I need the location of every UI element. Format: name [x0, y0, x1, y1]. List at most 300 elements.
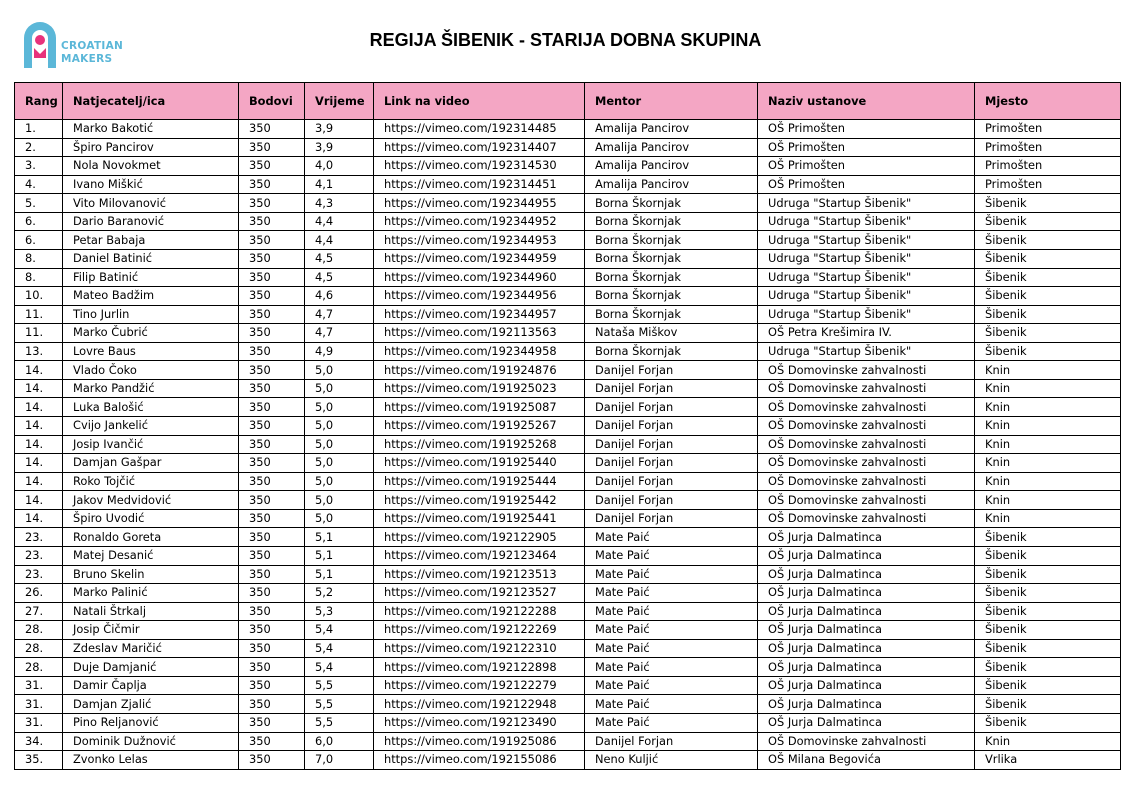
cell-time: 5,4	[305, 639, 374, 658]
cell-video-link[interactable]: https://vimeo.com/192344952	[374, 212, 585, 231]
cell-video-link[interactable]: https://vimeo.com/192344955	[374, 194, 585, 213]
table-row	[15, 417, 1121, 436]
cell-points: 350	[239, 379, 305, 398]
table-row	[15, 676, 1121, 695]
cell-rank: 14.	[15, 491, 63, 510]
cell-points: 350	[239, 528, 305, 547]
cell-contestant: Zvonko Lelas	[63, 751, 239, 770]
cell-video-link[interactable]: https://vimeo.com/191925023	[374, 379, 585, 398]
cell-time: 6,0	[305, 732, 374, 751]
cell-rank: 28.	[15, 658, 63, 677]
cell-contestant: Josip Ivančić	[63, 435, 239, 454]
cell-contestant: Filip Batinić	[63, 268, 239, 287]
cell-institution: OŠ Domovinske zahvalnosti	[758, 417, 975, 436]
cell-institution: OŠ Domovinske zahvalnosti	[758, 454, 975, 473]
cell-rank: 34.	[15, 732, 63, 751]
cell-points: 350	[239, 120, 305, 139]
cell-points: 350	[239, 732, 305, 751]
cell-points: 350	[239, 361, 305, 380]
cell-location: Primošten	[975, 138, 1121, 157]
cell-rank: 10.	[15, 287, 63, 306]
cell-location: Šibenik	[975, 249, 1121, 268]
cell-video-link[interactable]: https://vimeo.com/191925444	[374, 472, 585, 491]
cell-points: 350	[239, 546, 305, 565]
cell-mentor: Amalija Pancirov	[585, 157, 758, 176]
cell-points: 350	[239, 565, 305, 584]
table-row	[15, 509, 1121, 528]
table-row	[15, 268, 1121, 287]
cell-institution: OŠ Domovinske zahvalnosti	[758, 509, 975, 528]
cell-contestant: Ronaldo Goreta	[63, 528, 239, 547]
cell-mentor: Mate Paić	[585, 602, 758, 621]
cell-video-link[interactable]: https://vimeo.com/191925440	[374, 454, 585, 473]
cell-points: 350	[239, 138, 305, 157]
cell-location: Šibenik	[975, 212, 1121, 231]
cell-location: Šibenik	[975, 194, 1121, 213]
cell-rank: 31.	[15, 695, 63, 714]
cell-contestant: Špiro Pancirov	[63, 138, 239, 157]
cell-location: Šibenik	[975, 287, 1121, 306]
cell-time: 5,4	[305, 621, 374, 640]
cell-institution: OŠ Domovinske zahvalnosti	[758, 398, 975, 417]
cell-time: 3,9	[305, 138, 374, 157]
cell-location: Šibenik	[975, 621, 1121, 640]
cell-mentor: Borna Škornjak	[585, 342, 758, 361]
cell-mentor: Danijel Forjan	[585, 509, 758, 528]
cell-institution: Udruga "Startup Šibenik"	[758, 194, 975, 213]
cell-time: 4,4	[305, 212, 374, 231]
cell-video-link[interactable]: https://vimeo.com/192122898	[374, 658, 585, 677]
table-row	[15, 175, 1121, 194]
cell-location: Šibenik	[975, 528, 1121, 547]
cell-location: Knin	[975, 509, 1121, 528]
cell-contestant: Tino Jurlin	[63, 305, 239, 324]
cell-video-link[interactable]: https://vimeo.com/192155086	[374, 751, 585, 770]
cell-location: Knin	[975, 361, 1121, 380]
table-row	[15, 212, 1121, 231]
table-row	[15, 231, 1121, 250]
cell-location: Primošten	[975, 157, 1121, 176]
cell-mentor: Borna Škornjak	[585, 231, 758, 250]
cell-mentor: Mate Paić	[585, 695, 758, 714]
cell-rank: 2.	[15, 138, 63, 157]
cell-points: 350	[239, 287, 305, 306]
cell-contestant: Pino Reljanović	[63, 714, 239, 733]
cell-points: 350	[239, 157, 305, 176]
cell-location: Knin	[975, 732, 1121, 751]
cell-points: 350	[239, 491, 305, 510]
cell-institution: OŠ Jurja Dalmatinca	[758, 658, 975, 677]
cell-time: 4,9	[305, 342, 374, 361]
cell-video-link[interactable]: https://vimeo.com/191925087	[374, 398, 585, 417]
cell-points: 350	[239, 268, 305, 287]
table-row	[15, 602, 1121, 621]
cell-video-link[interactable]: https://vimeo.com/192314451	[374, 175, 585, 194]
cell-location: Knin	[975, 472, 1121, 491]
cell-rank: 8.	[15, 249, 63, 268]
cell-time: 3,9	[305, 120, 374, 139]
cell-rank: 28.	[15, 621, 63, 640]
cell-contestant: Damir Čaplja	[63, 676, 239, 695]
cell-points: 350	[239, 194, 305, 213]
cell-points: 350	[239, 249, 305, 268]
cell-rank: 28.	[15, 639, 63, 658]
table-row	[15, 138, 1121, 157]
cell-institution: OŠ Petra Krešimira IV.	[758, 324, 975, 343]
cell-video-link[interactable]: https://vimeo.com/192344957	[374, 305, 585, 324]
logo-line-2: MAKERS	[61, 53, 113, 65]
results-table	[14, 82, 1121, 770]
cell-video-link[interactable]: https://vimeo.com/192314485	[374, 120, 585, 139]
cell-video-link[interactable]: https://vimeo.com/192123527	[374, 584, 585, 603]
cell-points: 350	[239, 231, 305, 250]
cell-mentor: Borna Škornjak	[585, 194, 758, 213]
table-row	[15, 658, 1121, 677]
cell-points: 350	[239, 417, 305, 436]
logo-line-1: CROATIAN	[61, 40, 124, 52]
cell-institution: Udruga "Startup Šibenik"	[758, 268, 975, 287]
cell-rank: 23.	[15, 528, 63, 547]
cell-institution: OŠ Domovinske zahvalnosti	[758, 361, 975, 380]
cell-mentor: Danijel Forjan	[585, 491, 758, 510]
cell-time: 4,5	[305, 249, 374, 268]
cell-points: 350	[239, 435, 305, 454]
cell-location: Šibenik	[975, 565, 1121, 584]
header-row	[15, 83, 1121, 120]
cell-mentor: Amalija Pancirov	[585, 138, 758, 157]
cell-video-link[interactable]: https://vimeo.com/192314407	[374, 138, 585, 157]
cell-video-link[interactable]: https://vimeo.com/192113563	[374, 324, 585, 343]
cell-institution: Udruga "Startup Šibenik"	[758, 305, 975, 324]
cell-mentor: Mate Paić	[585, 621, 758, 640]
cell-mentor: Danijel Forjan	[585, 417, 758, 436]
cell-mentor: Mate Paić	[585, 714, 758, 733]
cell-location: Šibenik	[975, 584, 1121, 603]
cell-location: Šibenik	[975, 658, 1121, 677]
cell-video-link[interactable]: https://vimeo.com/192122310	[374, 639, 585, 658]
table-row	[15, 454, 1121, 473]
cell-institution: OŠ Domovinske zahvalnosti	[758, 435, 975, 454]
column-header-time: Vrijeme	[305, 83, 374, 120]
cell-mentor: Nataša Miškov	[585, 324, 758, 343]
table-row	[15, 324, 1121, 343]
cell-video-link[interactable]: https://vimeo.com/192314530	[374, 157, 585, 176]
table-row	[15, 120, 1121, 139]
cell-contestant: Luka Balošić	[63, 398, 239, 417]
cell-location: Šibenik	[975, 342, 1121, 361]
cell-institution: OŠ Jurja Dalmatinca	[758, 602, 975, 621]
cell-time: 5,0	[305, 361, 374, 380]
cell-location: Šibenik	[975, 305, 1121, 324]
cell-contestant: Daniel Batinić	[63, 249, 239, 268]
cell-time: 5,0	[305, 417, 374, 436]
cell-mentor: Mate Paić	[585, 584, 758, 603]
cell-mentor: Mate Paić	[585, 676, 758, 695]
table-row	[15, 194, 1121, 213]
cell-video-link[interactable]: https://vimeo.com/192344960	[374, 268, 585, 287]
cell-rank: 14.	[15, 361, 63, 380]
cell-video-link[interactable]: https://vimeo.com/191925441	[374, 509, 585, 528]
table-row	[15, 621, 1121, 640]
cell-time: 5,1	[305, 565, 374, 584]
column-header-points: Bodovi	[239, 83, 305, 120]
cell-video-link[interactable]: https://vimeo.com/192123490	[374, 714, 585, 733]
cell-rank: 14.	[15, 379, 63, 398]
cell-video-link[interactable]: https://vimeo.com/192123464	[374, 546, 585, 565]
cell-time: 5,0	[305, 398, 374, 417]
cell-contestant: Ivano Miškić	[63, 175, 239, 194]
cell-rank: 11.	[15, 305, 63, 324]
cell-video-link[interactable]: https://vimeo.com/192344959	[374, 249, 585, 268]
cell-mentor: Mate Paić	[585, 565, 758, 584]
cell-location: Šibenik	[975, 695, 1121, 714]
cell-location: Knin	[975, 435, 1121, 454]
cell-contestant: Josip Čičmir	[63, 621, 239, 640]
cell-location: Knin	[975, 398, 1121, 417]
cell-mentor: Mate Paić	[585, 546, 758, 565]
cell-contestant: Dominik Dužnović	[63, 732, 239, 751]
cell-video-link[interactable]: https://vimeo.com/192122288	[374, 602, 585, 621]
cell-rank: 1.	[15, 120, 63, 139]
cell-location: Šibenik	[975, 231, 1121, 250]
table-row	[15, 491, 1121, 510]
cell-institution: OŠ Primošten	[758, 138, 975, 157]
cell-points: 350	[239, 695, 305, 714]
cell-rank: 26.	[15, 584, 63, 603]
cell-time: 4,1	[305, 175, 374, 194]
cell-time: 4,0	[305, 157, 374, 176]
cell-contestant: Nola Novokmet	[63, 157, 239, 176]
cell-time: 4,6	[305, 287, 374, 306]
column-header-video-link: Link na video	[374, 83, 585, 120]
cell-time: 4,4	[305, 231, 374, 250]
cell-institution: OŠ Domovinske zahvalnosti	[758, 732, 975, 751]
cell-location: Primošten	[975, 120, 1121, 139]
table-header	[15, 83, 1121, 120]
cell-institution: OŠ Jurja Dalmatinca	[758, 695, 975, 714]
cell-location: Primošten	[975, 175, 1121, 194]
cell-mentor: Neno Kuljić	[585, 751, 758, 770]
cell-rank: 14.	[15, 398, 63, 417]
table-row	[15, 584, 1121, 603]
cell-points: 350	[239, 212, 305, 231]
cell-mentor: Amalija Pancirov	[585, 175, 758, 194]
cell-contestant: Špiro Uvodić	[63, 509, 239, 528]
cell-institution: OŠ Jurja Dalmatinca	[758, 528, 975, 547]
table-row	[15, 379, 1121, 398]
cell-contestant: Lovre Baus	[63, 342, 239, 361]
document-title: REGIJA ŠIBENIK - STARIJA DOBNA SKUPINA	[369, 30, 762, 50]
table-row	[15, 398, 1121, 417]
cell-time: 4,5	[305, 268, 374, 287]
cell-points: 350	[239, 639, 305, 658]
table-row	[15, 528, 1121, 547]
cell-rank: 23.	[15, 546, 63, 565]
cell-rank: 3.	[15, 157, 63, 176]
cell-mentor: Danijel Forjan	[585, 732, 758, 751]
cell-contestant: Mateo Badžim	[63, 287, 239, 306]
cell-institution: OŠ Jurja Dalmatinca	[758, 584, 975, 603]
table-row	[15, 435, 1121, 454]
cell-points: 350	[239, 472, 305, 491]
cell-institution: OŠ Domovinske zahvalnosti	[758, 472, 975, 491]
cell-institution: OŠ Jurja Dalmatinca	[758, 565, 975, 584]
cell-contestant: Bruno Skelin	[63, 565, 239, 584]
cell-institution: Udruga "Startup Šibenik"	[758, 249, 975, 268]
cell-points: 350	[239, 621, 305, 640]
table-body	[15, 120, 1121, 770]
cell-institution: Udruga "Startup Šibenik"	[758, 231, 975, 250]
cell-points: 350	[239, 714, 305, 733]
cell-video-link[interactable]: https://vimeo.com/191925086	[374, 732, 585, 751]
table-row	[15, 157, 1121, 176]
cell-time: 5,3	[305, 602, 374, 621]
cell-location: Vrlika	[975, 751, 1121, 770]
cell-contestant: Jakov Medvidović	[63, 491, 239, 510]
table-row	[15, 639, 1121, 658]
cell-video-link[interactable]: https://vimeo.com/192122905	[374, 528, 585, 547]
cell-contestant: Vlado Čoko	[63, 361, 239, 380]
cell-mentor: Mate Paić	[585, 528, 758, 547]
cell-video-link[interactable]: https://vimeo.com/192344953	[374, 231, 585, 250]
cell-location: Knin	[975, 379, 1121, 398]
table-row	[15, 287, 1121, 306]
cell-mentor: Mate Paić	[585, 658, 758, 677]
cell-rank: 27.	[15, 602, 63, 621]
column-header-location: Mjesto	[975, 83, 1121, 120]
cell-points: 350	[239, 751, 305, 770]
cell-points: 350	[239, 602, 305, 621]
cell-rank: 31.	[15, 714, 63, 733]
cell-time: 4,7	[305, 305, 374, 324]
cell-time: 5,5	[305, 676, 374, 695]
cell-contestant: Marko Palinić	[63, 584, 239, 603]
cell-time: 5,0	[305, 454, 374, 473]
cell-mentor: Danijel Forjan	[585, 472, 758, 491]
column-header-mentor: Mentor	[585, 83, 758, 120]
table-row	[15, 695, 1121, 714]
cell-contestant: Dario Baranović	[63, 212, 239, 231]
cell-rank: 14.	[15, 435, 63, 454]
cell-video-link[interactable]: https://vimeo.com/192344958	[374, 342, 585, 361]
table-row	[15, 751, 1121, 770]
cell-mentor: Mate Paić	[585, 639, 758, 658]
cell-video-link[interactable]: https://vimeo.com/192123513	[374, 565, 585, 584]
cell-rank: 23.	[15, 565, 63, 584]
cell-time: 5,0	[305, 509, 374, 528]
column-header-rank: Rang	[15, 83, 63, 120]
cell-institution: OŠ Jurja Dalmatinca	[758, 621, 975, 640]
cell-time: 5,2	[305, 584, 374, 603]
cell-rank: 14.	[15, 509, 63, 528]
cell-video-link[interactable]: https://vimeo.com/191925267	[374, 417, 585, 436]
cell-institution: OŠ Jurja Dalmatinca	[758, 639, 975, 658]
cell-location: Šibenik	[975, 324, 1121, 343]
cell-video-link[interactable]: https://vimeo.com/191925268	[374, 435, 585, 454]
cell-institution: OŠ Primošten	[758, 157, 975, 176]
cell-rank: 13.	[15, 342, 63, 361]
cell-contestant: Duje Damjanić	[63, 658, 239, 677]
table-row	[15, 714, 1121, 733]
cell-contestant: Marko Čubrić	[63, 324, 239, 343]
cell-time: 5,0	[305, 435, 374, 454]
cell-video-link[interactable]: https://vimeo.com/192122279	[374, 676, 585, 695]
cell-time: 5,4	[305, 658, 374, 677]
cell-video-link[interactable]: https://vimeo.com/191925442	[374, 491, 585, 510]
table-row	[15, 732, 1121, 751]
cell-location: Šibenik	[975, 546, 1121, 565]
cell-institution: OŠ Primošten	[758, 120, 975, 139]
cell-location: Šibenik	[975, 639, 1121, 658]
cell-mentor: Danijel Forjan	[585, 435, 758, 454]
cell-mentor: Danijel Forjan	[585, 361, 758, 380]
cell-mentor: Amalija Pancirov	[585, 120, 758, 139]
cell-contestant: Vito Milovanović	[63, 194, 239, 213]
cell-rank: 11.	[15, 324, 63, 343]
cell-time: 7,0	[305, 751, 374, 770]
column-header-institution: Naziv ustanove	[758, 83, 975, 120]
cell-time: 5,1	[305, 528, 374, 547]
cell-mentor: Borna Škornjak	[585, 287, 758, 306]
table-row	[15, 342, 1121, 361]
cell-rank: 5.	[15, 194, 63, 213]
cell-location: Šibenik	[975, 676, 1121, 695]
cell-contestant: Zdeslav Maričić	[63, 639, 239, 658]
table-row	[15, 249, 1121, 268]
cell-contestant: Damjan Gašpar	[63, 454, 239, 473]
cell-rank: 14.	[15, 472, 63, 491]
cell-rank: 14.	[15, 454, 63, 473]
cell-contestant: Petar Babaja	[63, 231, 239, 250]
cell-video-link[interactable]: https://vimeo.com/191924876	[374, 361, 585, 380]
cell-time: 4,3	[305, 194, 374, 213]
cell-points: 350	[239, 175, 305, 194]
cell-video-link[interactable]: https://vimeo.com/192122269	[374, 621, 585, 640]
table-row	[15, 472, 1121, 491]
cell-location: Šibenik	[975, 714, 1121, 733]
cell-points: 350	[239, 398, 305, 417]
cell-video-link[interactable]: https://vimeo.com/192122948	[374, 695, 585, 714]
cell-rank: 4.	[15, 175, 63, 194]
cell-location: Šibenik	[975, 602, 1121, 621]
cell-time: 5,0	[305, 379, 374, 398]
cell-points: 350	[239, 324, 305, 343]
cell-rank: 6.	[15, 212, 63, 231]
cell-location: Knin	[975, 417, 1121, 436]
cell-rank: 31.	[15, 676, 63, 695]
cell-location: Šibenik	[975, 268, 1121, 287]
cell-mentor: Borna Škornjak	[585, 212, 758, 231]
cell-institution: OŠ Jurja Dalmatinca	[758, 714, 975, 733]
cell-institution: Udruga "Startup Šibenik"	[758, 287, 975, 306]
cell-contestant: Damjan Zjalić	[63, 695, 239, 714]
cell-institution: Udruga "Startup Šibenik"	[758, 342, 975, 361]
cell-institution: OŠ Jurja Dalmatinca	[758, 546, 975, 565]
cell-contestant: Roko Tojčić	[63, 472, 239, 491]
cell-contestant: Cvijo Jankelić	[63, 417, 239, 436]
cell-points: 350	[239, 509, 305, 528]
cell-rank: 14.	[15, 417, 63, 436]
cell-rank: 35.	[15, 751, 63, 770]
cell-contestant: Marko Bakotić	[63, 120, 239, 139]
cell-mentor: Danijel Forjan	[585, 398, 758, 417]
cell-time: 5,5	[305, 695, 374, 714]
cell-video-link[interactable]: https://vimeo.com/192344956	[374, 287, 585, 306]
cell-contestant: Marko Pandžić	[63, 379, 239, 398]
cell-institution: OŠ Jurja Dalmatinca	[758, 676, 975, 695]
cell-mentor: Borna Škornjak	[585, 305, 758, 324]
cell-time: 5,0	[305, 472, 374, 491]
